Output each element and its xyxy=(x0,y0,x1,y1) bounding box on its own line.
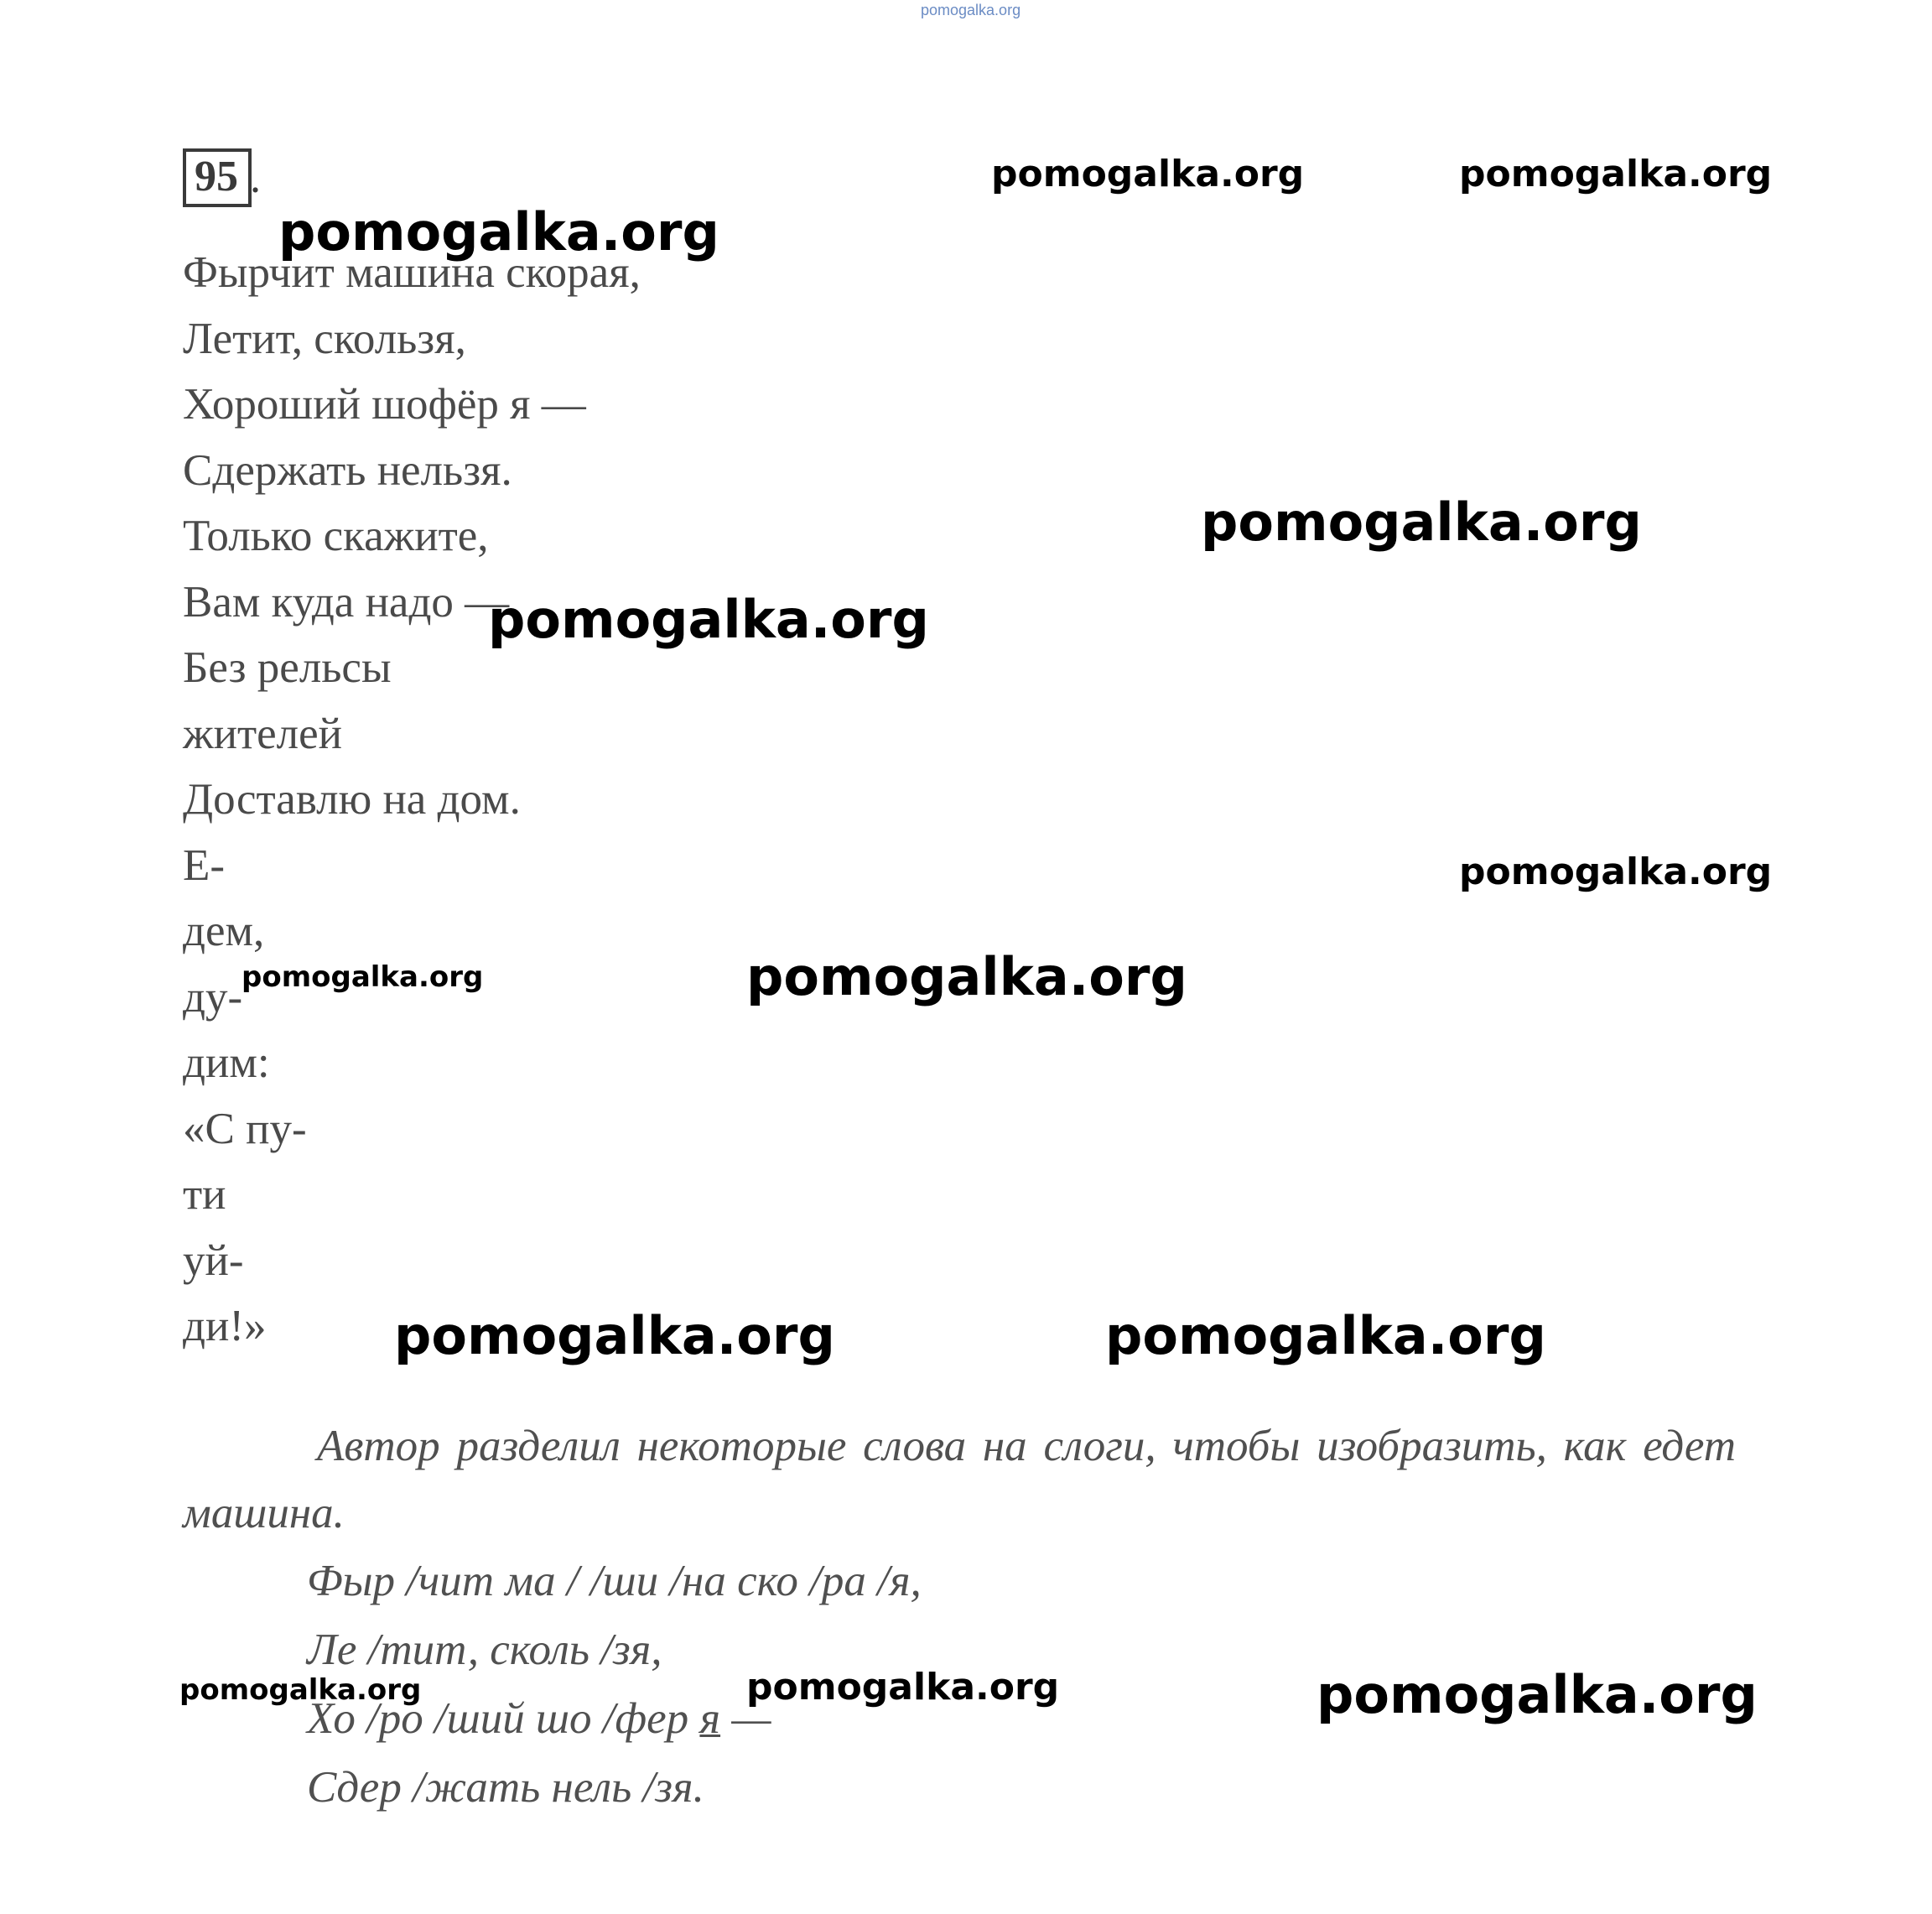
poem-line: Е- xyxy=(183,840,226,890)
watermark: pomogalka.org xyxy=(278,201,719,263)
poem-line: дим: xyxy=(183,1038,270,1087)
watermark: pomogalka.org xyxy=(1105,1305,1546,1366)
watermark: pomogalka.org xyxy=(1459,153,1773,195)
syllable-line xyxy=(307,1753,922,1822)
task-text: Автор разделил некоторые слова на слоги, чтобы изобразить, как едет машина. xyxy=(183,1422,1736,1537)
erased-area xyxy=(470,864,746,1032)
watermark: pomogalka.org xyxy=(242,960,484,994)
watermark: pomogalka.org xyxy=(1317,1664,1758,1725)
poem-line: Фырчит машина скорая, xyxy=(183,248,641,297)
watermark: pomogalka.org xyxy=(488,589,929,650)
syllable-line xyxy=(307,1547,922,1615)
poem-line: дем, xyxy=(183,907,265,955)
poem-line: Хороший шофёр я — xyxy=(183,380,586,429)
watermark: pomogalka.org xyxy=(991,153,1305,195)
exercise-number-dot: . xyxy=(250,154,261,202)
poem-line: ди!» xyxy=(183,1302,267,1350)
poem-line: уй- xyxy=(183,1235,244,1285)
syllable-line-text: Хо /ро /ший шо /фер xyxy=(307,1694,700,1743)
poem-line: Летит, скользя, xyxy=(183,314,466,363)
underlined-syllable: я xyxy=(699,1694,721,1743)
site-mark: pomogalka.org xyxy=(921,2,1021,18)
poem-line: Сдержать нельзя. xyxy=(183,445,512,495)
poem-line: Без рельсы xyxy=(183,643,392,692)
syllable-line-text: Ле /тит, сколь /зя, xyxy=(307,1625,662,1674)
watermark: pomogalka.org xyxy=(179,1673,422,1707)
poem-line: Доставлю на дом. xyxy=(183,775,521,824)
watermark: pomogalka.org xyxy=(746,946,1187,1007)
poem-line: жителей xyxy=(183,709,343,758)
syllable-line-text: Фыр /чит ма / /ши /на ско /ра /я, xyxy=(307,1557,922,1605)
poem xyxy=(183,240,641,1360)
watermark: pomogalka.org xyxy=(1459,850,1773,893)
watermark: pomogalka.org xyxy=(1201,492,1642,553)
exercise-number: 95 xyxy=(183,148,252,207)
syllable-line-text: Сдер /жать нель /зя. xyxy=(307,1763,704,1812)
poem-line: Вам куда надо — xyxy=(183,577,510,627)
poem-line: «С пу- xyxy=(183,1104,307,1153)
syllable-line-tail: — xyxy=(720,1694,771,1743)
watermark: pomogalka.org xyxy=(394,1305,835,1366)
watermark: pomogalka.org xyxy=(746,1666,1060,1709)
poem-line: ду- xyxy=(183,972,243,1022)
poem-line: ти xyxy=(183,1170,226,1219)
poem-line: Только скажите, xyxy=(183,512,489,560)
